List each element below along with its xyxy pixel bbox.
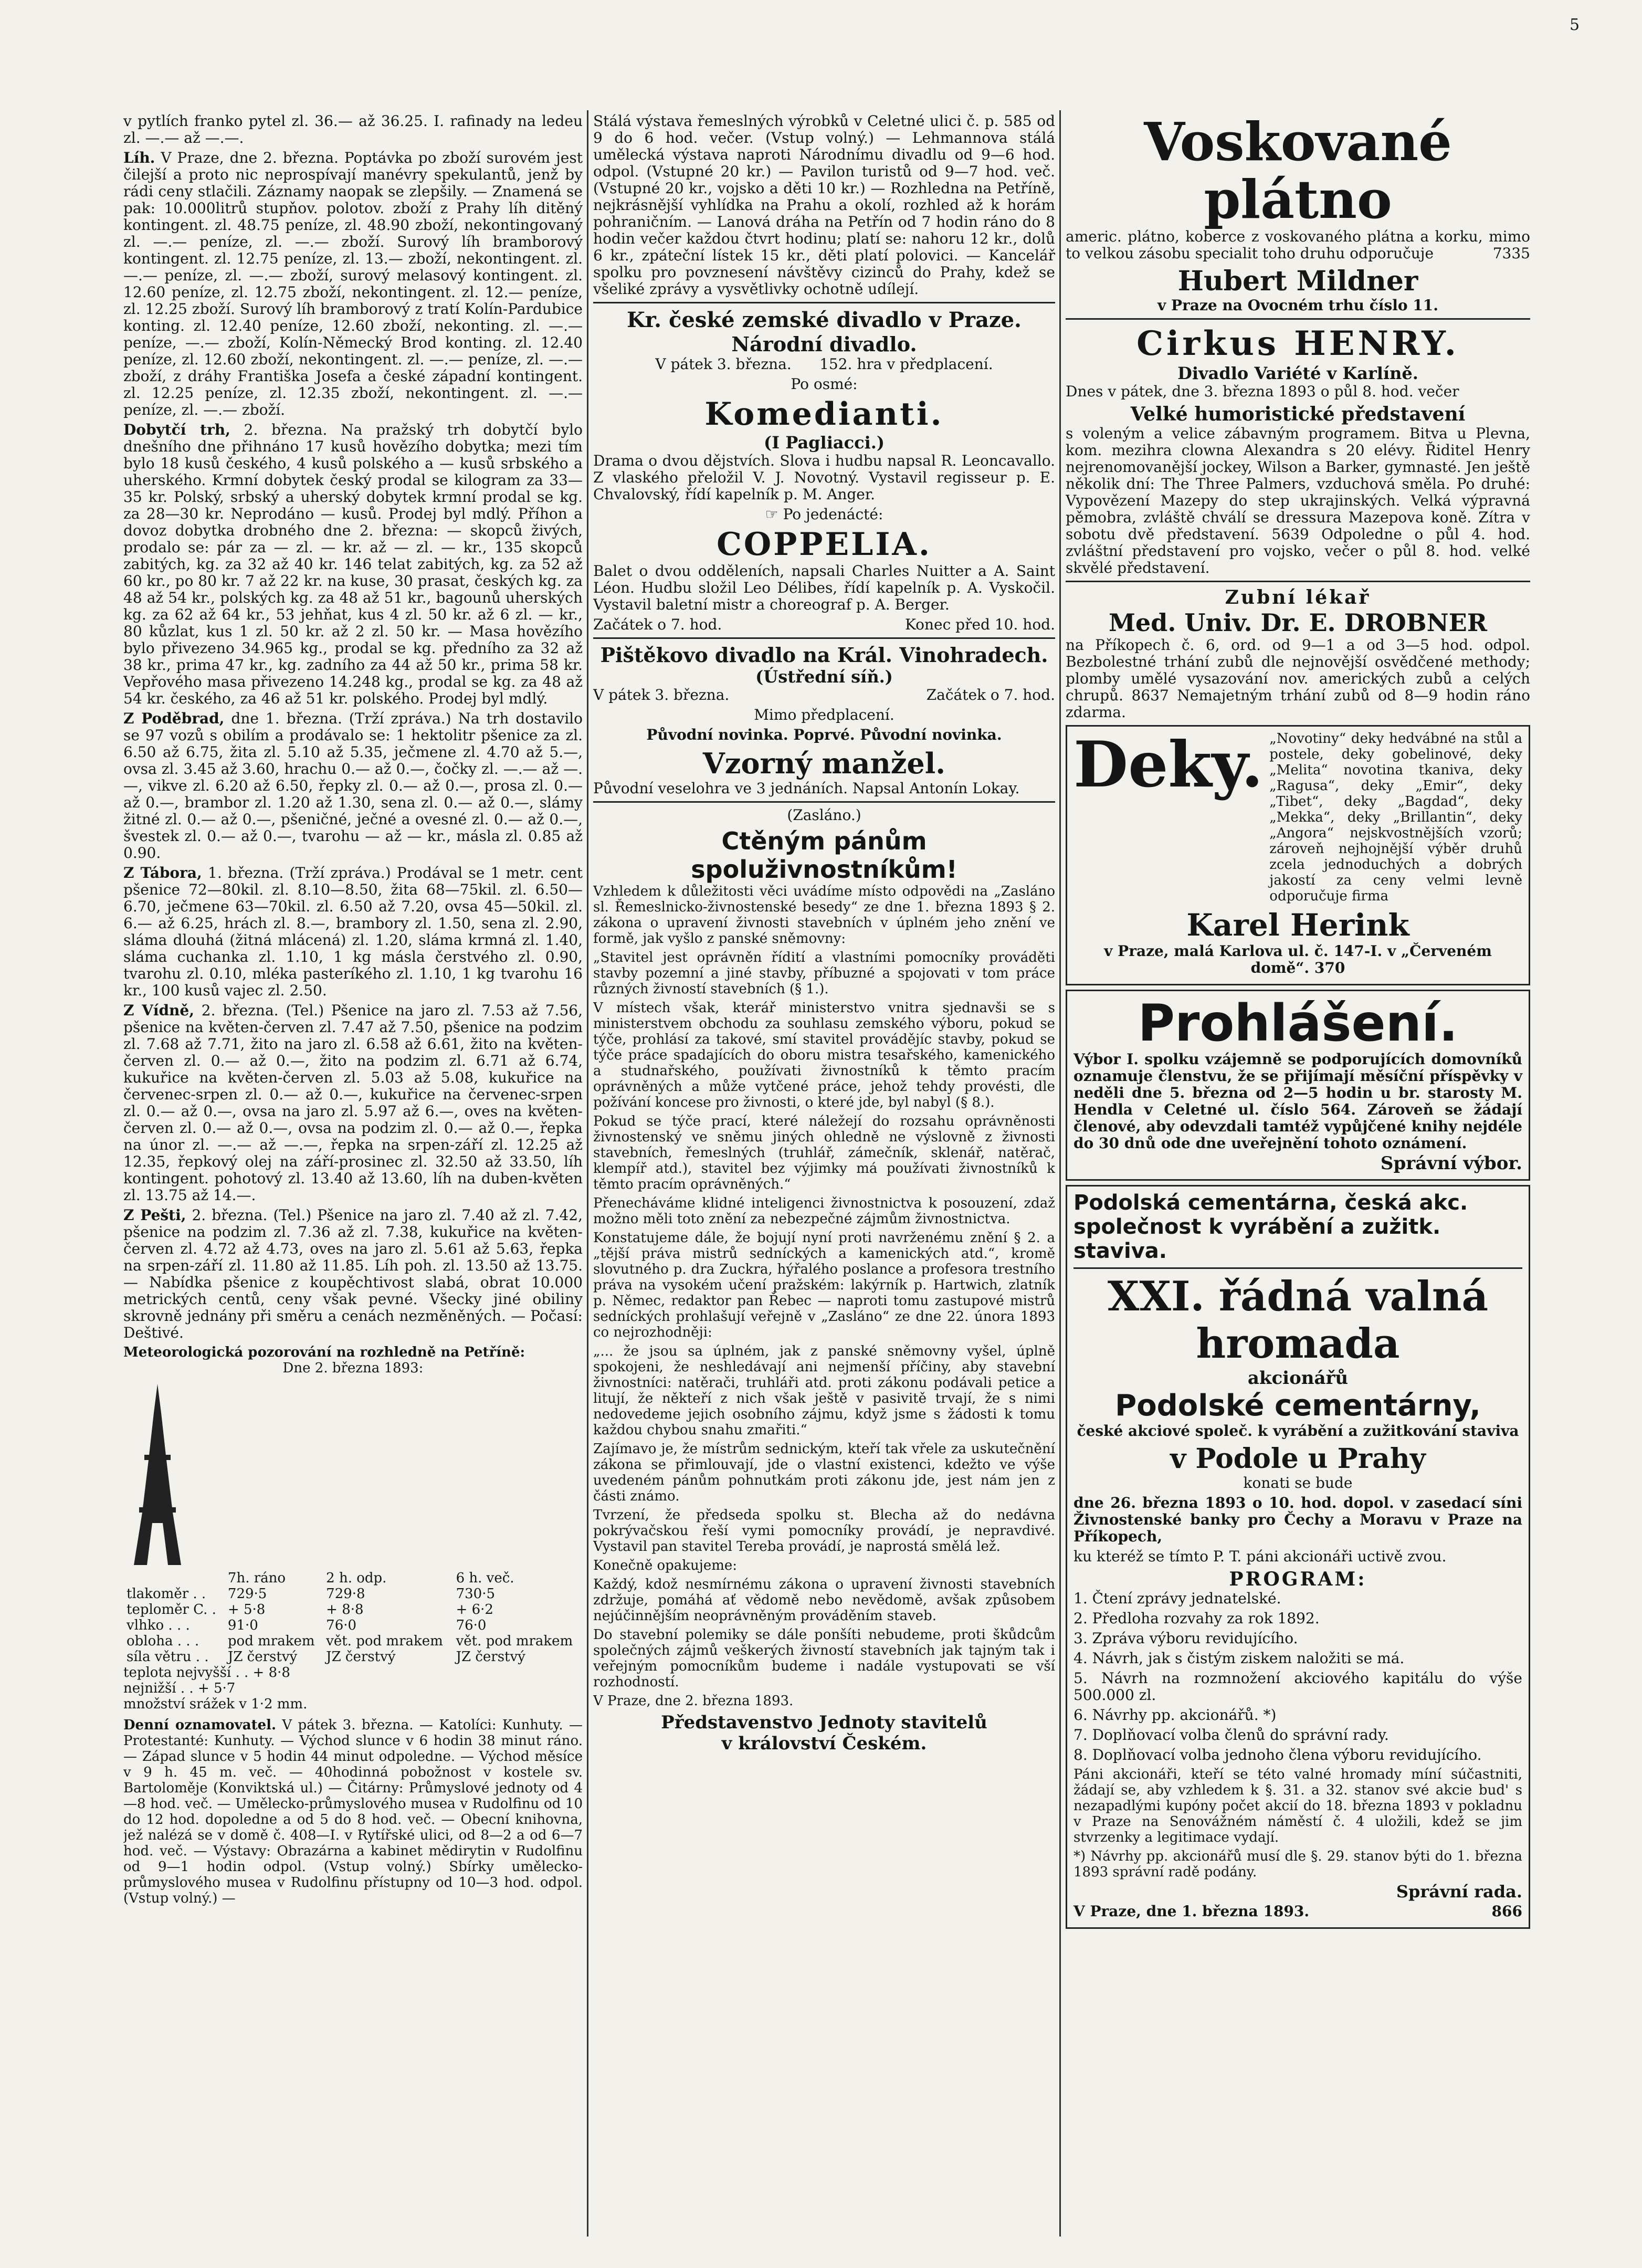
ad-voskovane-title: Voskované plátno: [1144, 113, 1452, 230]
meteorology-cell: 76·0: [326, 1618, 357, 1633]
ad-cirkus-subtitle: Divadlo Variété v Karlíně.: [1177, 363, 1418, 383]
ballet-time: ☞ Po jedenácté:: [765, 506, 883, 523]
meteorology-cell: 91·0: [227, 1618, 258, 1633]
zaslano-paragraph: Každý, kdož nesmírnému zákona o upravení živnosti stavebních zdržuje, pomáhá ať vědomě nebo nevědomě, avšak způsobem nejúčinnějším neoprávněným prováděním staveb.: [593, 1577, 1055, 1624]
zaslano-title: Ctěným pánům spoluživnostníkům!: [691, 827, 957, 884]
ad-deky-title: Deky.: [1073, 728, 1264, 802]
paragraph: Z Vídně, 2. března. (Tel.) Pšenice na jaro zl. 7.53 až 7.56, pšenice na květen-červen zl. 7.47 až 7.50, pšenice na podzim zl. 7.68 až 7.71, žito na jaro zl. 6.58 až 6.61, žito na květen-červen zl. 0.— až 0.—, žito na podzim zl. 6.71 až 6.74, kukuřice na květen-červen zl. 5.03 až 5.08, kukuřice na červenec-srpen zl. 0.— až 0.—, kukuřice na červenec-srpen zl. 0.— až 0.—, ovsa na jaro zl. 5.97 až 6.—, oves na květen-červen zl. 0.— až 0.—, ovsa na podzim zl. 0.— až 0.—, řepka na únor zl. —.— až —.—, řepka na srpen-září zl. 12.25 až 12.35, řepkový olej na září-prosinec zl. 32.50 až 33.50, líh kontingent. pohotový zl. 13.40 až 13.60, líh na duben-květen zl. 13.75 až 14.—.: [123, 1002, 583, 1204]
ad-podolska-konat: konati se bude: [1243, 1474, 1353, 1492]
column-rule: [1059, 110, 1061, 2236]
ballet-description: Balet o dvou odděleních, napsali Charles Nuitter a A. Saint Léon. Hudbu složil Leo Délibes, řídí kapelník p. A. Vyskočil. Vystavil baletní mistr a choreograf p. A. Berger.: [593, 562, 1055, 613]
program-item: 6. Návrhy pp. akcionářů. *): [1073, 1706, 1277, 1724]
column-2: [593, 113, 1055, 2247]
column-rule: [587, 110, 588, 2236]
program-item: 2. Předloha rozvahy za rok 1892.: [1073, 1610, 1320, 1627]
pistek-play-title: Vzorný manžel.: [702, 747, 946, 780]
ad-podolska-title: Podolská cementárna, česká akc. společnost k vyrábění a zužitk. staviva.: [1073, 1191, 1468, 1263]
ad-podolska-big: XXI. řádná valná hromada: [1107, 1273, 1489, 1368]
zaslano-paragraph: Do stavební polemiky se dále ponšíti nebudeme, proti škůdcům společných zájmů veškerých živností stavebních jak tajným tak i veřejným pomocníkům budeme i nadále vystupovati se vší rozhodností.: [593, 1627, 1055, 1690]
zaslano-paragraph: „Stavitel jest oprávněn řídití a vlastními pomocníky prováděti stavby pozemní a jiné stavby, příbuzné a spojovati v tom práce různých živností stavebních (§ 1.).: [593, 950, 1055, 997]
pistek-novinka: Původní novinka. Poprvé. Původní novinka.: [646, 726, 1002, 743]
meteorology-row: [123, 1602, 583, 1618]
meteorology-cell: JZ čerstvý: [456, 1649, 525, 1665]
ad-prohlaseni-body: Výbor I. spolku vzájemně se podporujících domovníků oznamuje členstvu, že se přijímají měsíční příspěvky v neděli dne 5. března od 2—5 hodin u br. starosty M. Hendla v Celetné ul. číslo 564. Zároveň se žádají členové, aby odevzdali tamtéž vypůjčené knihy nejdéle do 30 dnů ode dne uveřejnění tohoto oznámení.: [1073, 1051, 1522, 1152]
ad-cirkus-head: Velké humoristické představení: [1130, 403, 1466, 425]
meteorology-cell: vět. pod mrakem: [456, 1633, 573, 1649]
paragraph: Denní oznamovatel. V pátek 3. března. — Katolíci: Kunhuty. — Protestanté: Kunhuty. — Východ slunce v 6 hodin 38 minut ráno. — Západ slunce v 5 hodin 44 minut odpoledne. — Východ měsíce v 9 h. 45 m. več. — 40hodinná pobožnost v kostele sv. Bartoloměje (Konviktská ul.) — Čitárny: Průmyslové jednoty od 4—8 hod. več. — Umělecko-průmyslového musea v Rudolfinu od 10 do 12 hod. dopoledne a od 5 do 8 hod. več. — Obecní knihovna, jež nalézá se v domě č. 408—I. v Rytířské ulici, od 8—2 a od 6—7 hod. več. — Výstavy: Obrazárna a kabinet mědirytin v Rudolfinu od 9—1 hodin odpol. (Vstup volný.) Sbírky umělecko-průmyslového musea v Rudolfinu přístupny od 10—3 hod. odpol. (Vstup volný.) —: [123, 1717, 583, 1906]
meteorology-cell: obloha . . .: [127, 1633, 199, 1649]
meteorology-title: Meteorologická pozorování na rozhledně na Petříně:: [123, 1345, 525, 1360]
ad-deky: [1066, 725, 1530, 985]
ad-podolska-place: v Podole u Prahy: [1170, 1443, 1426, 1475]
ad-cirkus-text: s voleným a velice zábavným programem. Bitva u Plevna, kom. mezihra clowna Alexandra s 20 elévy. Řiditel Henry nejrenomovanější jockey, Wilson a Barker, gymnasté. Jen ještě několik dní: The Three Palmers, vzduchová směla. Po druhé: Vypovězení Mazepy do step ukrajinských. Velká výpravná pěmobra, zvláště chválí se dressura Mazepova koně. Zítra v sobotu dvě představení. 5639 Odpoledne o půl 4. hod. zvláštní představení pro vojsko, večer o půl 8. hod. velké skvělé představení.: [1066, 425, 1530, 576]
program-item: 8. Doplňovací volba jednoho člena výboru revidujícího.: [1073, 1746, 1482, 1763]
meteorology-block: [123, 1345, 583, 1712]
ad-podolska-prog-title: PROGRAM:: [1229, 1568, 1367, 1590]
meteorology-extra: nejnižší . . + 5·7: [123, 1681, 236, 1696]
meteorology-cell: vlhko . . .: [127, 1618, 190, 1633]
ad-podolska-rada: Správní rada.: [1396, 1882, 1522, 1902]
ad-dentist-title: Zubní lékař: [1225, 586, 1371, 608]
meteorology-cell: tlakoměr . .: [127, 1586, 206, 1602]
ad-podolska-company: Podolské cementárny,: [1115, 1389, 1481, 1423]
theater-times: Začátek o 7. hod. Konec před 10. hod.: [593, 616, 1055, 633]
paragraph: Z Tábora, 1. března. (Trží zpráva.) Prodával se 1 metr. cent pšenice 72—80kil. zl. 8.10—8.50, žita 68—75kil. zl. 6.50—6.70, ječmene 63—70kil. zl. 6.50 až 7.20, ovsa 45—50kil. zl. 6.— až 6.25, hrách zl. 8.—, brambory zl. 1.50, sena zl. 2.90, sláma dlouhá (žitná mlácená) zl. 1.20, sláma krmná zl. 1.40, sláma cuchanka zl. 1.10, 1 kg másla čerstvého zl. 0.90, tvarohu zl. 0.10, mléka pasteríkého zl. 1.10, 1 kg tvarohu 16 kr., 100 kusů vajec zl. 2.50.: [123, 864, 583, 999]
zaslano-paragraph: Pokud se týče prací, které náležejí do rozsahu oprávněnosti živnostenský ve sněmu jiných ohledně ne výslovně z živnosti stavebních, řemeslných (truhlář, zámečník, sklenář, natěrač, klempíř atd.), stavitel bez výjimky má používati živnostníků k těmto pracím oprávněných.“: [593, 1114, 1055, 1192]
ad-podolska-foot: V Praze, dne 1. března 1893. 866: [1073, 1903, 1522, 1920]
ad-podolska-text: Páni akcionáři, kteří se této valné hromady míní súčastniti, žádají se, aby vzhledem k §. 31. a 32. stanov své akcie bud' s nezapadlými kupóny počet akcií do 18. března 1893 v pokladnu v Praze na Senovážném náměstí č. 4 uložili, kdež se jim stvrzenky a legitimace vydají.: [1073, 1767, 1522, 1845]
meteorology-header-cell: 7h. ráno: [227, 1570, 286, 1586]
ad-deky-address: v Praze, malá Karlova ul. č. 147-I. v „Červeném domě“. 370: [1104, 942, 1492, 976]
theater-title: Kr. české zemské divadlo v Praze.: [627, 308, 1022, 332]
ad-prohlaseni: [1066, 990, 1530, 1181]
ad-podolska-date: dne 26. března 1893 o 10. hod. dopol. v zasedací síni Živnostenské banky pro Čechy a Moravu v Praze na Příkopech,: [1073, 1494, 1522, 1545]
play-title: Komedianti.: [704, 396, 944, 433]
meteorology-header-cell: 6 h. več.: [456, 1570, 514, 1586]
section-heading: Z Pešti,: [123, 1206, 186, 1224]
meteorology-row: [123, 1618, 583, 1633]
ad-prohlaseni-sign: Správní výbor.: [1380, 1153, 1522, 1174]
meteorology-cell: JZ čerstvý: [326, 1649, 396, 1665]
theater-time: Po osmé:: [791, 375, 858, 393]
page-number: 5: [1570, 16, 1580, 34]
section-heading: Líh.: [123, 149, 155, 166]
pistek-mimo: Mimo předplacení.: [754, 706, 894, 723]
section-heading: Denní oznamovatel.: [123, 1717, 277, 1733]
meteorology-table: [123, 1570, 583, 1665]
zaslano-paragraph: Konečně opakujeme:: [593, 1558, 738, 1573]
ad-cirkus-date: Dnes v pátek, dne 3. března 1893 o půl 8. hod. večer: [1066, 383, 1459, 400]
ad-podolska-note: *) Návrhy pp. akcionářů musí dle §. 29. stanov býti do 1. března 1893 správní radě podány.: [1073, 1849, 1522, 1880]
ad-voskovane-body: americ. plátno, koberce z voskovaného plátna a korku, mimo to velkou zásobu specialit toho druhu odporučuje 7335: [1066, 228, 1530, 262]
zaslano-paragraph: Přenecháváme klidné inteligenci živnostnictva k posouzení, zdaž možno měli toto znění za nebezpečné zájmům živnostnictva.: [593, 1195, 1055, 1227]
zaslano-body: [593, 884, 1055, 1709]
program-item: 4. Návrh, jak s čistým ziskem naložiti se má.: [1073, 1650, 1405, 1667]
ad-deky-name: Karel Herink: [1186, 907, 1409, 943]
meteorology-cell: síla větru . .: [127, 1649, 209, 1665]
meteorology-cell: + 8·8: [326, 1602, 364, 1618]
ad-voskovane-name: Hubert Mildner: [1177, 265, 1418, 297]
pistek-play-description: Původní veselohra ve 3 jednáních. Napsal Antonín Lokay.: [593, 780, 1020, 797]
paragraph: Z Pešti, 2. března. (Tel.) Pšenice na jaro zl. 7.40 až zl. 7.42, pšenice na podzim zl. 7.36 až zl. 7.38, kukuřice na květen-červen zl. 4.72 až 4.73, oves na jaro zl. 5.61 až 5.63, řepka na srpen-září zl. 11.80 až 11.85. Líh poh. zl. 13.50 až 13.75. — Nabídka pšenice z koupěchtivost slabá, obrat 10.000 metrických centů, ceny však pevné. Všecky jiné obiliny skrovně jednány při směru a cenách nezměněných. — Počasí: Deštivé.: [123, 1206, 583, 1341]
program-item: 7. Doplňovací volba členů do správní rady.: [1073, 1726, 1389, 1744]
petrin-tower-icon: [123, 1381, 192, 1570]
meteorology-row: [123, 1586, 583, 1602]
section-heading: Z Poděbrad,: [123, 710, 225, 727]
ad-prohlaseni-title: Prohlášení.: [1138, 994, 1458, 1053]
meteorology-header-cell: [123, 1570, 225, 1586]
paragraph: Stálá výstava řemeslných výrobků v Celetné ulici č. p. 585 od 9 do 6 hod. večer. (Vstup volný.) — Lehmannova stálá umělecká výstava naproti Národnímu divadlu od 9—6 hod. odpol. (Vstupné 20 kr.) — Pavilon turistů od 9—7 hod. več. (Vstupné 20 kr., vojsko a děti 10 kr.) — Rozhledna na Petříně, nejkrásnější vyhlídka na Prahu a okolí, rozhled až k horám pohraničním. — Lanová dráha na Petřín od 7 hodin ráno do 8 hodin večer každou čtvrt hodinu; platí se: nahoru 12 kr., dolů 6 kr., zpáteční lístek 15 kr., děti platí polovici. — Kancelář spolku pro povznesení návštěvy cizinců do Prahy, kdež se všeliké zprávy a vysvětlivky ochotně udílejí.: [593, 113, 1055, 298]
play-description: Drama o dvou dějstvích. Slova i hudbu napsal R. Leoncavallo. Z vlaského přeložil V. J. Novotný. Vystavil regisseur p. E. Chvalovský, řídí kapelník p. M. Anger.: [593, 452, 1055, 503]
ad-podolska-invite: ku kteréž se tímto P. T. páni akcionáři uctivě zvou.: [1073, 1548, 1447, 1565]
ad-podolska-company2: české akciové společ. k vyrábění a zužitkování staviva: [1077, 1422, 1519, 1440]
ad-dentist-name: Med. Univ. Dr. E. DROBNER: [1109, 608, 1487, 637]
meteorology-row: [123, 1633, 583, 1649]
program-item: 1. Čtení zprávy jednatelské.: [1073, 1590, 1281, 1607]
paragraph: Líh. V Praze, dne 2. března. Poptávka po zboží surovém jest čilejší a proto nic neprospívají manévry spekulantů, jenž by rádi ceny stlačili. Záznamy naopak se zlepšily. — Znamená se pak: 10.000litrů stupňov. polotov. zboží z Prahy líh ditěný kontingent. zl. 48.75 peníze, zl. 48.90 zboží, nekontingovaný zl. —.— peníze, zl. —.— zboží. Surový líh bramborový kontingent. zl. 12.75 peníze, zl. 13.— zboží, nekontingent. zl. —.— peníze, zl. —.— zboží, surový melasový kontingent. zl. 12.60 peníze, zl. 12.75 zboží, nekontingent. zl. 12.— peníze, zl. 12.25 zboží. Surový líh bramborový z tratí Kolín-Pardubice konting. zl. 12.40 peníze, 12.60 zboží, nekonting. zl. —.— peníze, —.— zboží, Kolín-Německý Brod konting. zl. 12.40 peníze, zl. 12.60 zboží, nekontingent. zl. —.— peníze, zl. —.— zboží, z dráhy Františka Josefa a české západní kontingent. zl. 12.25 peníze, zl. 12.35 zboží, nekontingent. zl. —.— peníze, zl. —.— zboží.: [123, 149, 583, 418]
meteorology-cell: + 5·8: [227, 1602, 266, 1618]
meteorology-cell: 729·8: [326, 1586, 365, 1602]
section-heading: Z Vídně,: [123, 1002, 194, 1019]
meteorology-cell: + 6·2: [456, 1602, 493, 1618]
meteorology-date: Dne 2. března 1893:: [282, 1360, 424, 1376]
meteorology-cell: pod mrakem: [227, 1633, 315, 1649]
zaslano-signature-2: v království Českém.: [721, 1733, 927, 1754]
play-subtitle: (I Pagliacci.): [763, 433, 885, 453]
meteorology-cell: teploměr C. .: [127, 1602, 216, 1618]
zaslano-paragraph: Tvrzení, že předseda spolku st. Blecha až do nedávna pokrývačskou řeší vymi pomocníky provádí, je nepravdivé. Vystavil pan stavitel Tereba provádí, je naprostá smělá lež.: [593, 1507, 1055, 1555]
zaslano-paragraph: V místech však, kterář ministerstvo vnitra sjednavši se s ministerstvem obchodu za souhlasu zemského výboru, pokud se týče, prohlásí za takové, smí stavitel provádějíc stavby, pokud se týče práce spadajících do oboru mistra tesařského, kamenického a studnařského, používati živnostníků k těmto pracím oprávněných a může vytčené práce, jehož tehdy provésti, dle požívání koncese pro živnosti, o které jde, byl nabyl (§ 8.).: [593, 1000, 1055, 1110]
zaslano-paragraph: Zajímavo je, že místrům sednickým, kteří tak vřele za uskutečnění zákona se přimlouvají, jde o vlastní existenci, kdežto ve výše uvedeném pánům pohnutkám proti zákonu jde, jest nám jen z části známo.: [593, 1441, 1055, 1504]
meteorology-cell: 730·5: [456, 1586, 495, 1602]
zaslano-paragraph: V Praze, dne 2. března 1893.: [593, 1693, 794, 1709]
section-heading: Dobytčí trh,: [123, 421, 230, 438]
ad-voskovane-address: v Praze na Ovocném trhu číslo 11.: [1157, 297, 1438, 314]
paragraph: v pytlích franko pytel zl. 36.— až 36.25. I. rafinady na ledeu zl. —.— až —.—.: [123, 113, 583, 146]
ad-cirkus-title: Cirkus HENRY.: [1136, 324, 1459, 363]
column-3: [1066, 113, 1530, 2247]
theater-subtitle: Národní divadlo.: [731, 332, 917, 356]
column-1: [123, 113, 583, 2247]
meteorology-cell: JZ čerstvý: [227, 1649, 298, 1665]
pistek-theater-title: Pištěkovo divadlo na Král. Vinohradech.: [600, 643, 1048, 667]
meteorology-cell: 729·5: [227, 1586, 267, 1602]
meteorology-extra: teplota nejvyšší . . + 8·8: [123, 1665, 290, 1681]
meteorology-extra: množství srážek v 1·2 mm.: [123, 1696, 308, 1712]
zaslano-paragraph: Vzhledem k důležitosti věci uvádíme místo odpovědi na „Zasláno sl. Řemeslnicko-živnostenské besedy“ ze dne 1. března 1893 § 2. zákona o upravení živnosti stavebních v úplném jeho znění ve formě, jak vyšlo z panské sněmovny:: [593, 884, 1055, 947]
program-item: 3. Zpráva výboru revidujícího.: [1073, 1630, 1298, 1647]
ballet-title: COPPELIA.: [717, 526, 932, 563]
program-list: [1073, 1590, 1522, 1763]
paragraph: Dobytčí trh, 2. března. Na pražský trh dobytčí bylo dnešního dne přihnáno 17 kusů hovězího dobytka; mezi tím bylo 18 kusů českého, 4 kusů polského a — kusů srbského a uherského. Krmní dobytek český prodal se kilogram za 33—35 kr. Polský, srbský a uherský dobytek krmní prodal se kg. za 28—30 kr. Neprodáno — kusů. Prodej byl mdlý. Příhon a dovoz dobytka drobného dne 2. března: — skopců živých, prodalo se: pár za — zl. — kr. až — zl. — kr., 135 skopců zabitých, kg. za 32 až 40 kr. 146 telat zabitých, kg. za 52 až 60 kr., po 80 kr. 7 až 22 kr. na kuse, 30 prasat, českých kg. za 48 až 54 kr., polských kg. za 48 až 51 kr., bagounů uherských kg. za 62 až 64 kr., 53 jehňat, kus 4 zl. 50 kr. až 6 zl. — kr., 80 kůzlat, kus 1 zl. 50 kr. až 2 zl. 50 kr. — Masa hovězího bylo přivezeno 34.965 kg., prodal se kg. předního za 32 až 38 kr., prima 47 kr., kg. zadního za 44 až 50 kr., prima 58 kr. Vepřového masa přivezeno 14.248 kg., prodal se kg. za 48 až 54 kr. českého, za 46 až 51 kr. polského. Prodej byl mdlý.: [123, 421, 583, 707]
ad-dentist-body: na Příkopech č. 6, ord. od 9—1 a od 3—5 hod. odpol. Bezbolestné trhání zubů dle nejnovější osvědčené methody; plomby umělé vysazování nov. amerických zubů a celých chrupů. 8637 Nemajetným trhání zubů od 8—9 hodin ráno zdarma.: [1066, 636, 1530, 721]
ad-podolska: [1066, 1185, 1530, 1929]
ad-deky-body: „Novotiny“ deky hedvábné na stůl a postele, deky gobelinové, deky „Melita“ novotina tkaniva, deky „Ragusa“, deky „Emir“, deky „Tibet“, deky „Bagdad“, deky „Mekka“, deky „Brillantin“, deky „Angora“ nejskvostnějších vzorů; zároveň nejhojnější výběr druhů zcela jednoduchých a dobrých jakostí za ceny velmi levně odporučuje firma: [1269, 731, 1522, 904]
program-item: 5. Návrh na rozmnožení akciového kapitálu do výše 500.000 zl.: [1073, 1670, 1522, 1704]
meteorology-cell: vět. pod mrakem: [326, 1633, 443, 1649]
paragraph: Z Poděbrad, dne 1. března. (Trží zpráva.) Na trh dostavilo se 97 vozů s obilím a prodávalo se: 1 hektolitr pšenice za zl. 6.50 až 6.75, žita zl. 5.10 až 5.35, ječmene zl. 4.70 až 5.—, ovsa zl. 3.45 až 3.60, hrachu 0.— až 0.—, čočky zl. —.— až —.—, vikve zl. 6.20 až 6.50, řepky zl. 0.— až 0.—, prosa zl. 0.— až 0.—, brambor zl. 1.20 až 1.30, sena zl. 0.— až 0.—, slámy žitné zl. 0.— až 0.—, pšeničné, ječné a ovesné zl. 0.— až 0.—, švestek zl. 0.— až 0.—, tvarohu — až — kr., másla zl. 0.85 až 0.90.: [123, 710, 583, 862]
zaslano: (Zasláno.): [787, 806, 861, 824]
pointing-hand-icon: ☞: [765, 506, 778, 523]
ad-podolska-akc: akcionářů: [1247, 1368, 1349, 1389]
pistek-date: V pátek 3. března. Začátek o 7. hod.: [593, 686, 1055, 704]
theater-date: V pátek 3. března. 152. hra v předplacení.: [655, 355, 993, 373]
meteorology-row: [123, 1649, 583, 1665]
meteorology-cell: 76·0: [456, 1618, 487, 1633]
meteorology-header-cell: 2 h. odp.: [326, 1570, 387, 1586]
zaslano-signature: Představenstvo Jednoty stavitelů: [661, 1712, 987, 1733]
zaslano-paragraph: Konstatujeme dále, že bojují nyní proti navrženému znění § 2. a „tější práva mistrů sedníckých a kamenických atd.“, kromě slovutného p. dra Zuckra, hýřalého poslance a profesora trestního práva na vysokém učení pražském: lakýrník p. Hartwich, zlatník p. Němec, redaktor pan Řebec — naproti tomu zastupové mistrů sedníckých prohlašují veřejně v „Zasláno“ ze dne 22. února 1893 co nejrozhodněji:: [593, 1230, 1055, 1340]
zaslano-paragraph: „... že jsou sa úplném, jak z panské sněmovny vyšel, úplně spokojeni, že neshledávají ani nejmenší příčiny, aby stavební živnostníci: natěrači, truhláři atd. proti zákonu podávali petice a litují, že někteří z nich však ještě v pasivitě trvají, že s nimi nedovedeme jejich osobního zájmu, když jsme s žádosti k tomu každou chybou snahu zmařiti.“: [593, 1343, 1055, 1438]
pistek-theater-subtitle: (Ústřední síň.): [755, 667, 893, 687]
section-heading: Z Tábora,: [123, 864, 202, 881]
